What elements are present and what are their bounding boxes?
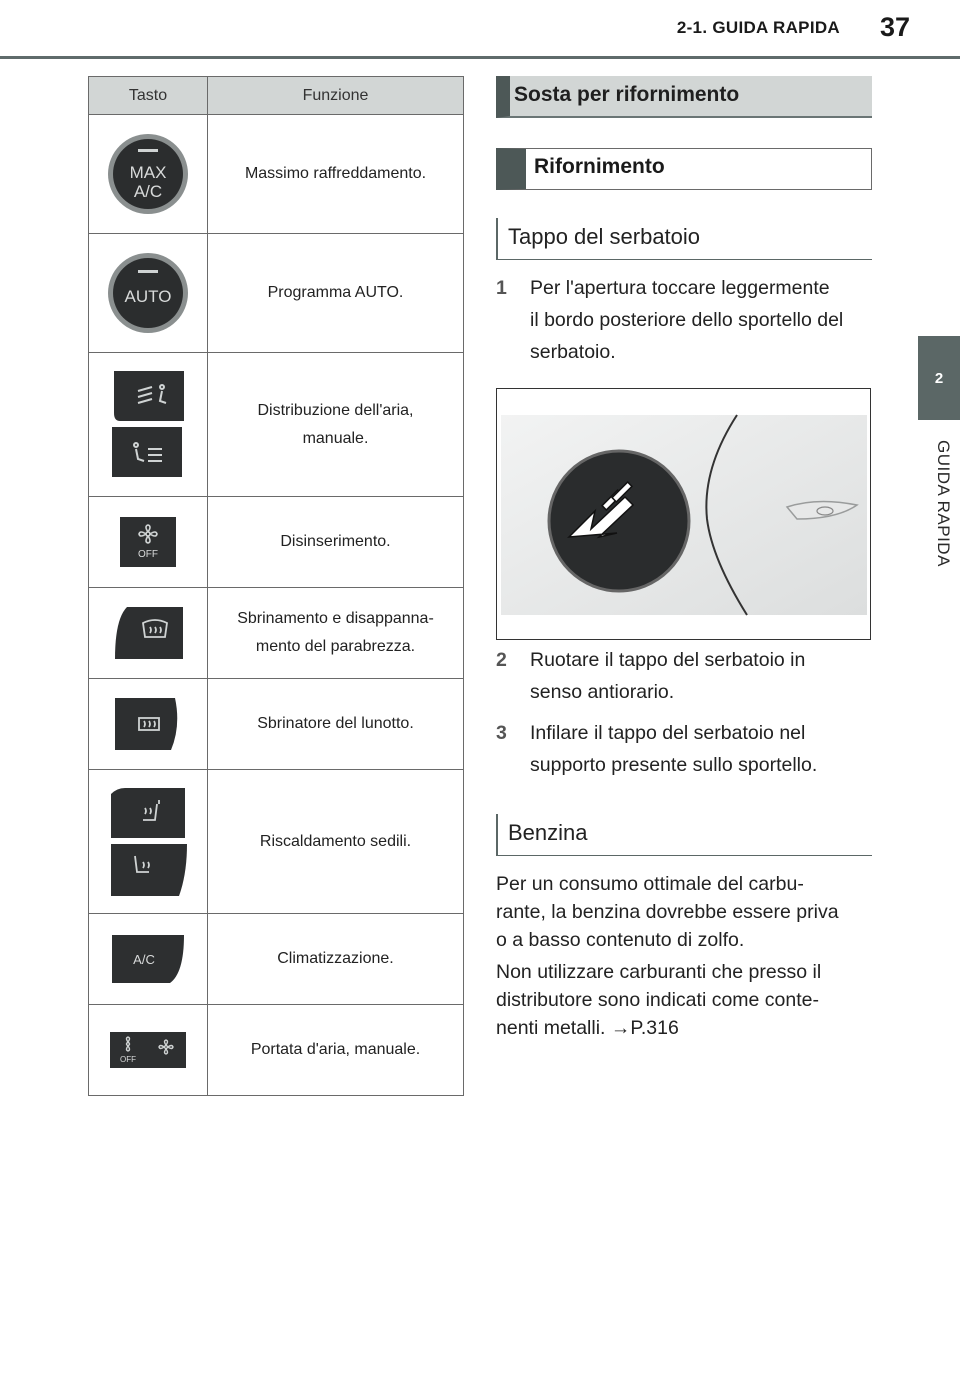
key-label: A/C [133, 182, 163, 201]
key-label: AUTO [124, 287, 172, 306]
table-row [89, 679, 464, 770]
key-cell [89, 679, 208, 770]
table-row [89, 497, 464, 588]
step-line: Ruotare il tappo del serbatoio in [530, 649, 806, 671]
seat-heating-buttons-icon [107, 786, 189, 898]
column-header-key: Tasto [89, 77, 208, 115]
windshield-defrost-button-icon [111, 605, 185, 661]
table-row [89, 588, 464, 679]
table-header-row [89, 77, 464, 115]
auto-button-icon [107, 252, 189, 334]
key-cell [89, 914, 208, 1005]
function-cell: Portata d'aria, manuale. [208, 1005, 464, 1096]
topic-heading-fuel-cap: Tappo del serbatoio [496, 218, 872, 260]
fuel-flap-image [497, 389, 870, 639]
step-line: serbatoio. [530, 341, 616, 363]
fan-off-button-icon [118, 515, 178, 569]
paragraph-line: nenti metalli. [496, 1017, 611, 1039]
paragraph-line: Per un consumo ottimale del carbu- [496, 873, 804, 895]
step-line: Per l'apertura toccare leggermente [530, 277, 830, 299]
table-row [89, 1005, 464, 1096]
chapter-label: GUIDA RAPIDA [934, 440, 953, 567]
subsection-heading: Rifornimento [496, 148, 872, 190]
function-line: manuale. [302, 429, 369, 447]
function-cell: Programma AUTO. [208, 234, 464, 353]
step-line: supporto presente sullo sportello. [530, 754, 818, 776]
function-cell: Riscaldamento sedili. [208, 770, 464, 914]
running-header: 2-1. GUIDA RAPIDA [676, 18, 840, 37]
table-row [89, 353, 464, 497]
step-3 [496, 717, 872, 781]
key-cell [89, 115, 208, 234]
air-distribution-buttons-icon [108, 369, 188, 481]
topic-heading-petrol: Benzina [496, 814, 872, 856]
page-reference-link[interactable]: →P.316 [610, 1017, 679, 1039]
table-row [89, 770, 464, 914]
step-number: 1 [496, 277, 507, 299]
rear-window-defrost-button-icon [113, 696, 183, 752]
key-label: OFF [138, 549, 158, 560]
step-2 [496, 644, 872, 708]
column-header-function: Funzione [208, 77, 464, 115]
step-line: il bordo posteriore dello sportello del [530, 309, 844, 331]
key-cell [89, 770, 208, 914]
key-cell [89, 588, 208, 679]
page-number: 37 [879, 12, 910, 42]
paragraph-line: distributore sono indicati come conte- [496, 989, 819, 1011]
chapter-tab[interactable] [918, 336, 960, 420]
header-rule [0, 56, 960, 59]
section-heading: Sosta per rifornimento [496, 76, 872, 118]
climate-buttons-table [88, 76, 464, 1096]
step-number: 3 [496, 722, 507, 744]
key-label: A/C [133, 952, 155, 967]
function-line: Sbrinamento e disappanna- [237, 610, 434, 627]
step-line: senso antiorario. [530, 681, 675, 703]
key-label: MAX [129, 163, 167, 182]
chapter-number: 2 [934, 369, 944, 387]
function-cell: Massimo raffreddamento. [208, 115, 464, 234]
table-row [89, 914, 464, 1005]
key-label: OFF [120, 1055, 136, 1064]
step-1 [496, 272, 872, 368]
paragraph-metal-fuels [496, 958, 872, 1042]
function-line: mento del parabrezza. [255, 638, 416, 655]
paragraph-line: o a basso contenuto di zolfo. [496, 929, 745, 951]
fuel-flap-illustration [496, 388, 871, 640]
paragraph-line: rante, la benzina dovrebbe essere priva [496, 901, 839, 923]
key-cell [89, 353, 208, 497]
function-line: Distribuzione dell'aria, [257, 401, 414, 419]
function-cell: Sbrinatore del lunotto. [208, 679, 464, 770]
key-cell [89, 497, 208, 588]
key-cell [89, 1005, 208, 1096]
function-cell [208, 353, 464, 497]
function-cell [208, 588, 464, 679]
ac-button-icon [110, 933, 186, 985]
function-cell: Disinserimento. [208, 497, 464, 588]
step-number: 2 [496, 649, 507, 671]
function-cell: Climatizzazione. [208, 914, 464, 1005]
table-row [89, 115, 464, 234]
step-line: Infilare il tappo del serbatoio nel [530, 722, 806, 744]
max-ac-button-icon [107, 133, 189, 215]
table-row [89, 234, 464, 353]
key-cell [89, 234, 208, 353]
paragraph-fuel-quality [496, 870, 872, 954]
airflow-buttons-icon [108, 1030, 188, 1070]
paragraph-line: Non utilizzare carburanti che presso il [496, 961, 822, 983]
fuel-flap [549, 451, 689, 591]
